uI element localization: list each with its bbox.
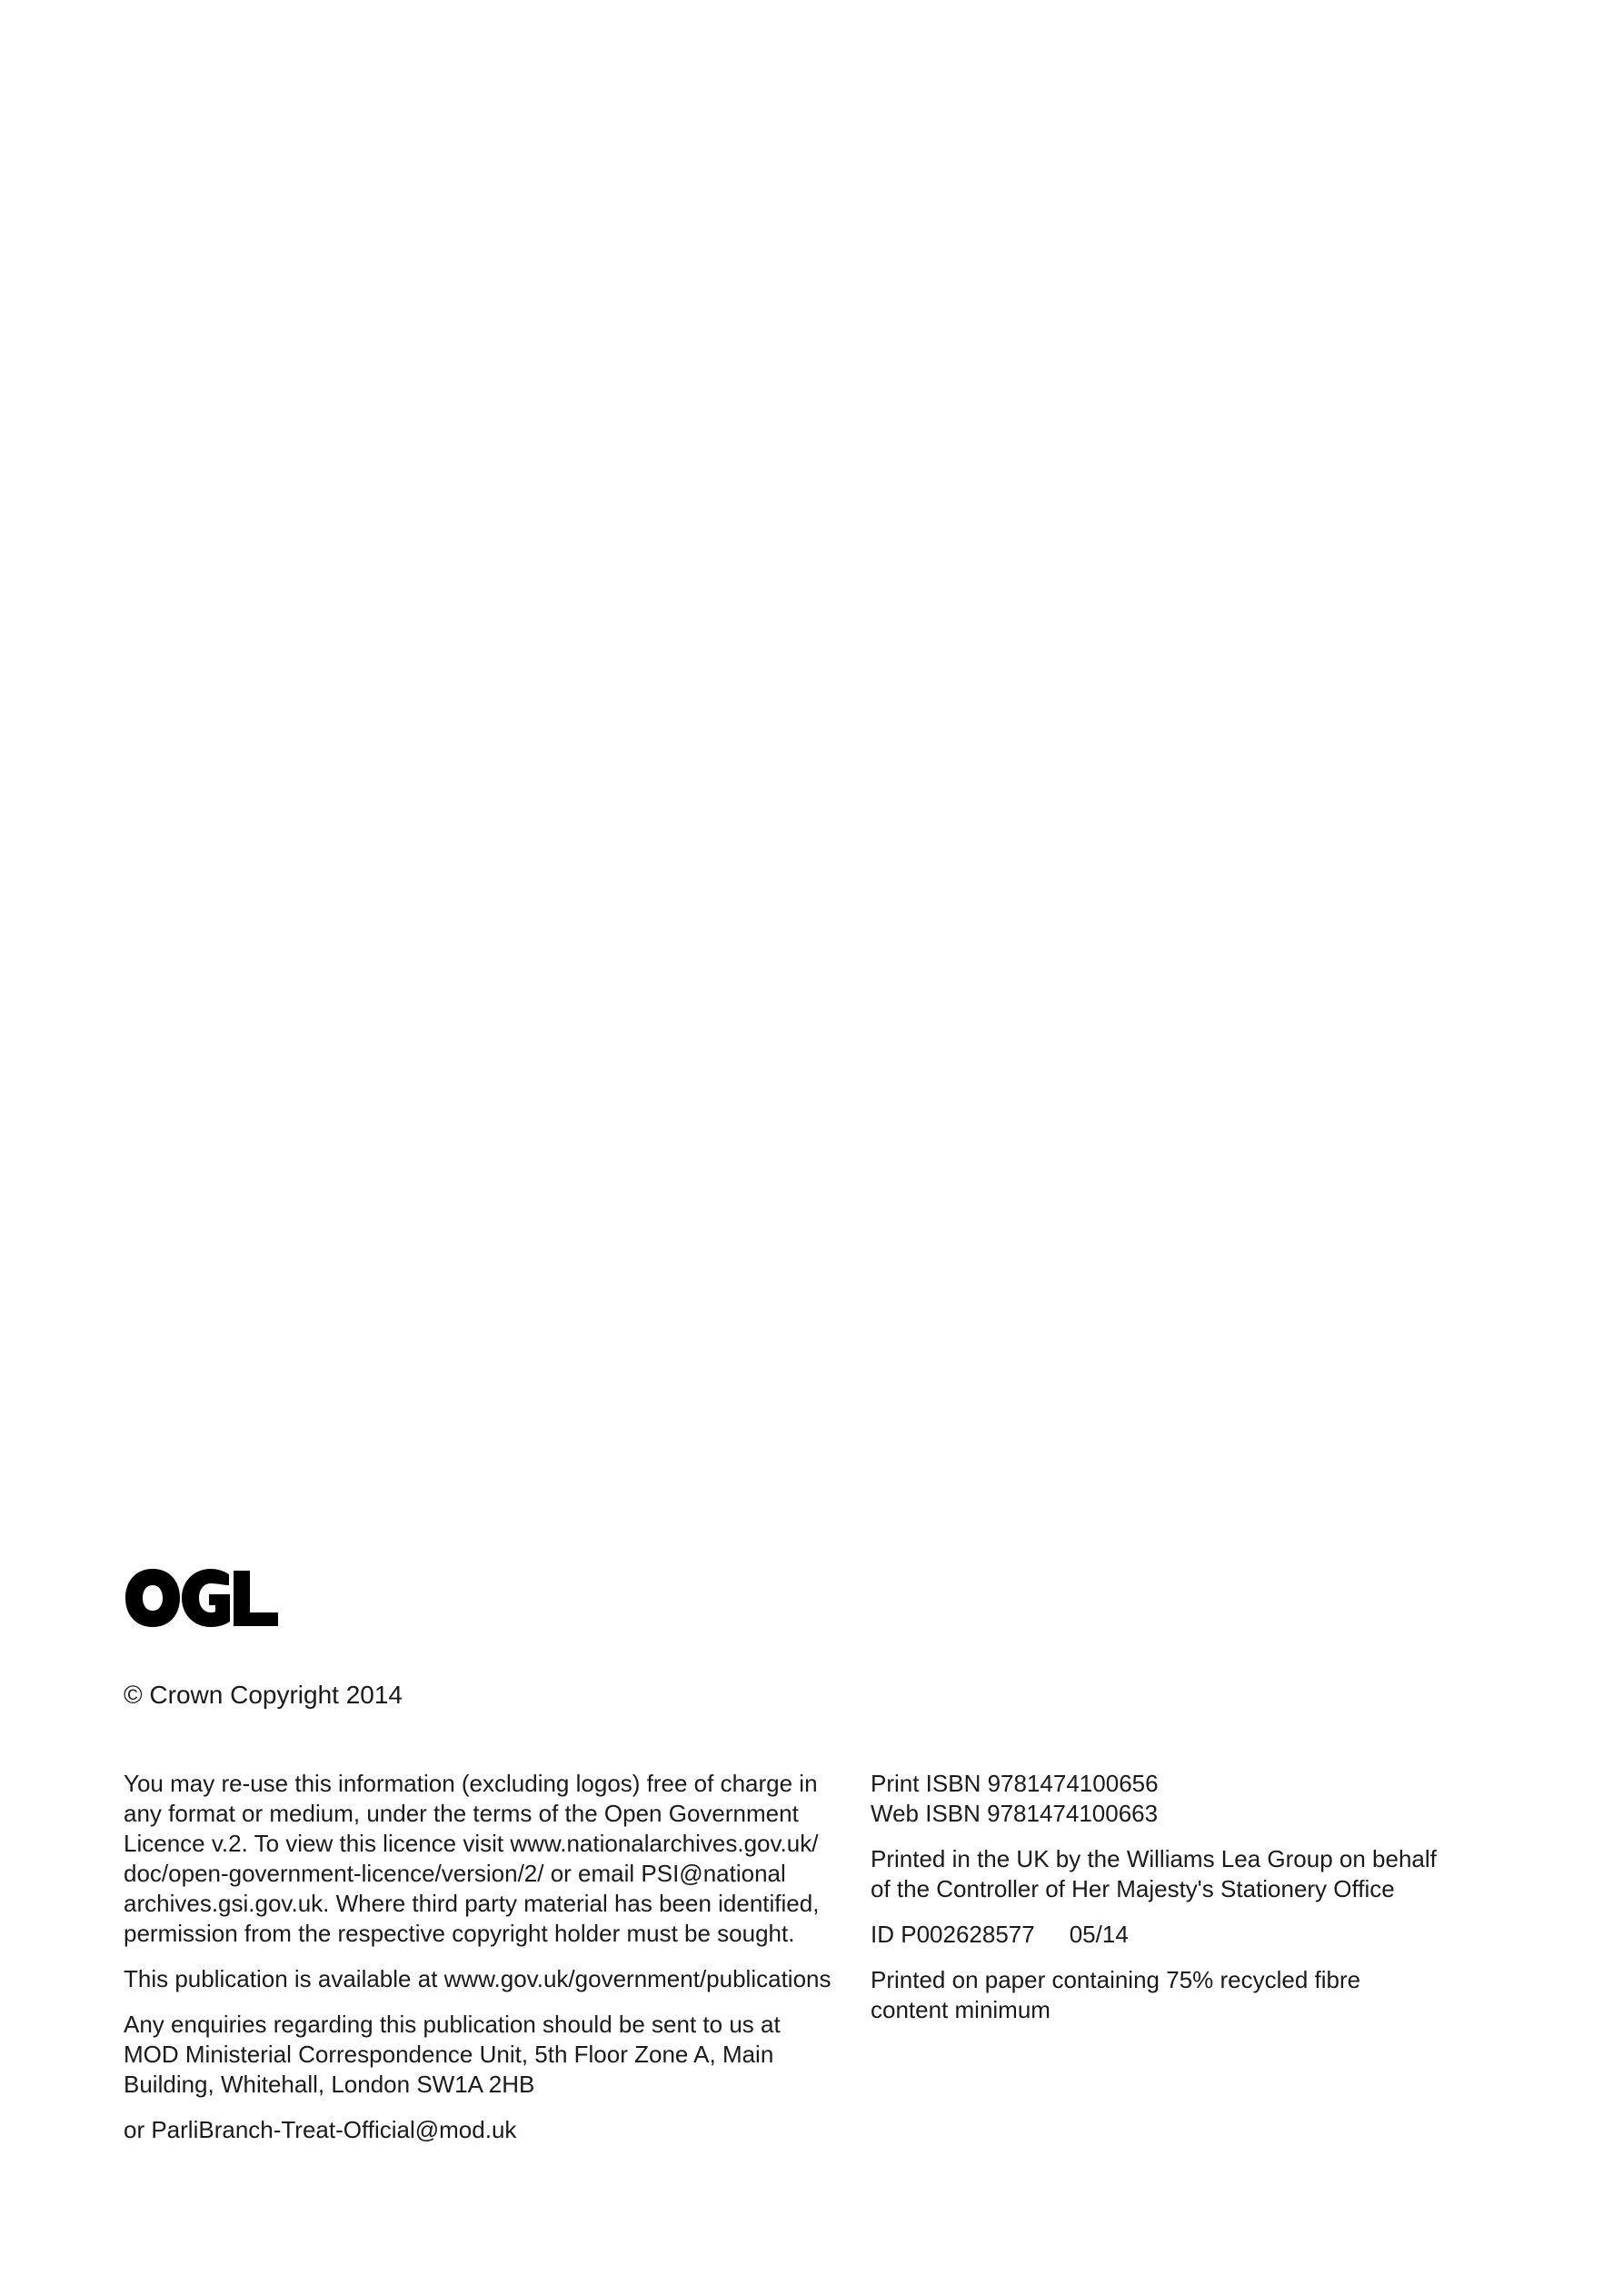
ogl-logo — [124, 1565, 280, 1631]
publication-details-column — [871, 1769, 1525, 2041]
isbn-block — [871, 1769, 1525, 1829]
availability-paragraph — [124, 1964, 831, 1994]
licence-line: any format or medium, under the terms of the Open Government — [124, 1800, 799, 1827]
paper-paragraph — [871, 1965, 1525, 2025]
id-line — [871, 1920, 1525, 1950]
paper-line: Printed on paper containing 75% recycled fibre — [871, 1966, 1361, 1993]
printer-line: of the Controller of Her Majesty's Stationery Office — [871, 1875, 1395, 1902]
licence-paragraph — [124, 1769, 820, 1949]
licence-line: Licence v.2. To view this licence visit www.nationalarchives.gov.uk/ — [124, 1830, 819, 1857]
enquiries-line: Building, Whitehall, London SW1A 2HB — [124, 2071, 535, 2098]
id-date: 05/14 — [1069, 1921, 1129, 1948]
licence-line: permission from the respective copyright holder must be sought. — [124, 1920, 795, 1947]
enquiries-line: Any enquiries regarding this publication should be sent to us at — [124, 2011, 781, 2038]
licence-line: archives.gsi.gov.uk. Where third party material has been identified, — [124, 1890, 820, 1917]
print-isbn: Print ISBN 9781474100656 — [871, 1770, 1159, 1797]
printer-line: Printed in the UK by the Williams Lea Group on behalf — [871, 1845, 1437, 1872]
copyright-notice: © Crown Copyright 2014 — [124, 1681, 403, 1709]
contact-email: or ParliBranch-Treat-Official@mod.uk — [124, 2116, 517, 2143]
enquiries-line: MOD Ministerial Correspondence Unit, 5th Floor Zone A, Main — [124, 2041, 774, 2068]
email-paragraph — [124, 2115, 814, 2145]
licence-column — [124, 1769, 831, 2161]
ogl-logo-mark — [124, 1565, 280, 1631]
id-paragraph — [871, 1920, 1525, 1950]
enquiries-paragraph — [124, 2010, 814, 2100]
paper-line: content minimum — [871, 1996, 1050, 2023]
licence-line: You may re-use this information (excluding logos) free of charge in — [124, 1770, 818, 1797]
web-isbn: Web ISBN 9781474100663 — [871, 1800, 1159, 1827]
id-code: ID P002628577 — [871, 1921, 1035, 1948]
licence-line: doc/open-government-licence/version/2/ or email PSI@national — [124, 1860, 786, 1887]
availability-text: This publication is available at www.gov.uk/government/publications — [124, 1965, 831, 1992]
printer-paragraph — [871, 1844, 1525, 1904]
